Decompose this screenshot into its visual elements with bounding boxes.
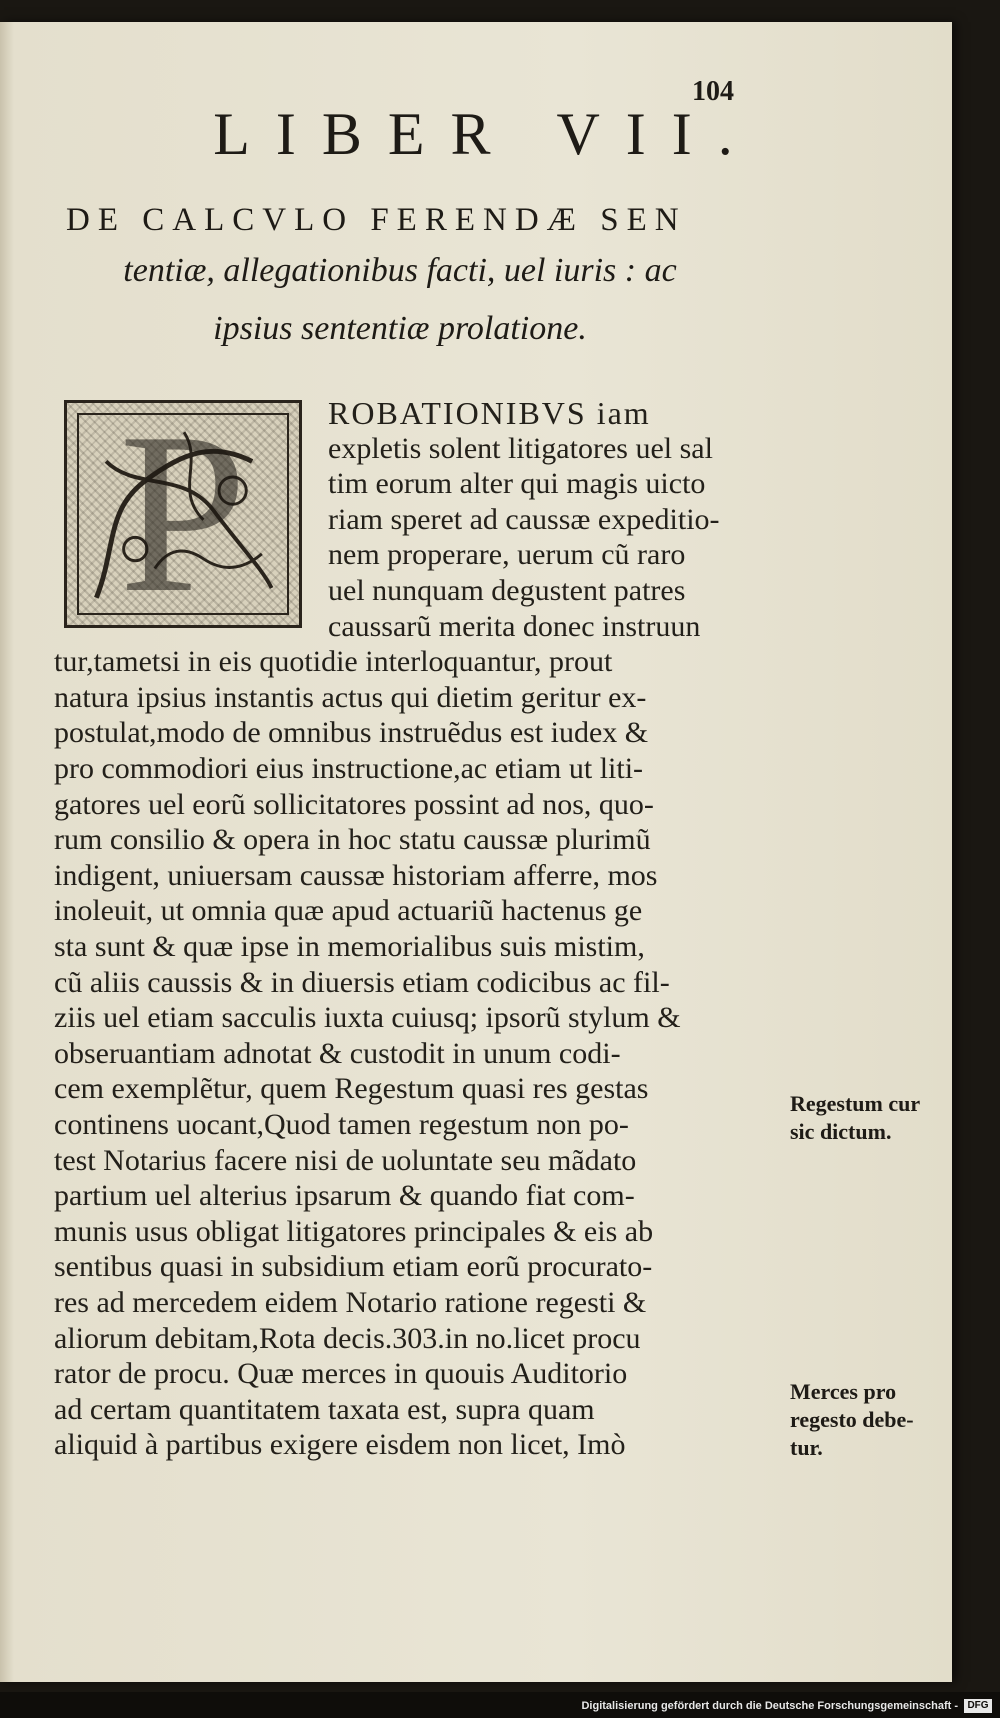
chapter-heading-line-1: DE CALCVLO FERENDÆ SEN — [66, 202, 687, 238]
dfg-logo: DFG — [964, 1699, 992, 1713]
text-line: postulat,modo de omnibus instruẽdus est iudex & — [54, 716, 649, 750]
book-page — [0, 22, 952, 1682]
text-line: ad certam quantitatem taxata est, supra quam — [54, 1392, 595, 1426]
text-line: continens uocant,Quod tamen regestum non po- — [54, 1108, 629, 1141]
text-line: ROBATIONIBVS iam — [328, 395, 651, 431]
text-line: indigent, uniuersam caussæ historiam afferre, mos — [54, 858, 658, 892]
text-line: test Notarius facere nisi de uoluntate seu mãdato — [54, 1143, 637, 1177]
text-line: ziis uel etiam sacculis iuxta cuiusq; ipsorũ stylum & — [54, 1001, 681, 1035]
margin-note-line: Merces pro — [790, 1379, 897, 1404]
text-line: obseruantiam adnotat & custodit in unum codi- — [54, 1036, 621, 1070]
decorated-initial — [64, 385, 302, 640]
chapter-heading-line-2: tentiæ, allegationibus facti, uel iuris : ac — [123, 252, 677, 289]
text-line: expletis solent litigatores uel sal — [328, 431, 713, 465]
text-line: rator de procu. Quæ merces in quouis Auditorio — [54, 1357, 628, 1391]
text-line: partium uel alterius ipsarum & quando fiat com- — [54, 1179, 635, 1213]
book-title: LIBER VII. — [213, 101, 759, 167]
margin-note-line: Regestum cur — [790, 1091, 921, 1116]
text-line: aliorum debitam,Rota decis.303.in no.licet procu — [54, 1321, 641, 1355]
chapter-heading-line-3: ipsius sententiæ prolatione. — [213, 310, 587, 347]
text-line: sentibus quasi in subsidium etiam eorũ procurato- — [54, 1250, 653, 1284]
margin-note-line: regesto debe- — [790, 1407, 914, 1432]
text-line: caussarũ merita donec instruun — [328, 609, 701, 643]
text-line: natura ipsius instantis actus qui dietim geritur ex- — [54, 680, 647, 714]
text-line: pro commodiori eius instructione,ac etiam ut liti- — [54, 752, 644, 785]
text-line: inoleuit, ut omnia quæ apud actuariũ hactenus ge — [54, 894, 643, 928]
text-line: uel nunquam degustent patres — [328, 574, 686, 607]
text-line: gatores uel eorũ sollicitatores possint ad nos, quo- — [54, 787, 654, 821]
text-line: aliquid à partibus exigere eisdem non licet, Imò — [54, 1428, 626, 1462]
page-number: 104 — [692, 76, 734, 107]
text-line: sta sunt & quæ ipse in memorialibus suis mistim, — [54, 930, 645, 963]
text-line: tim eorum alter qui magis uicto — [328, 467, 706, 501]
text-line: munis usus obligat litigatores principales & eis ab — [54, 1214, 654, 1248]
text-line: res ad mercedem eidem Notario ratione regesti & — [54, 1286, 647, 1319]
initial-letter: P — [119, 385, 247, 640]
margin-note-line: sic dictum. — [790, 1119, 892, 1144]
text-line: cũ aliis caussis & in diuersis etiam codicibus ac fil- — [54, 965, 670, 999]
text-line: cem exemplẽtur, quem Regestum quasi res gestas — [54, 1072, 649, 1106]
text-line: riam speret ad caussæ expeditio- — [328, 502, 720, 536]
footer-credit: Digitalisierung gefördert durch die Deutsche Forschungsgemeinschaft - — [581, 1700, 958, 1712]
text-line: rum consilio & opera in hoc statu caussæ plurimũ — [54, 823, 651, 857]
text-line: nem properare, uerum cũ raro — [328, 538, 686, 572]
margin-note-line: tur. — [790, 1435, 823, 1460]
text-line: tur,tametsi in eis quotidie interloquantur, prout — [54, 645, 613, 679]
